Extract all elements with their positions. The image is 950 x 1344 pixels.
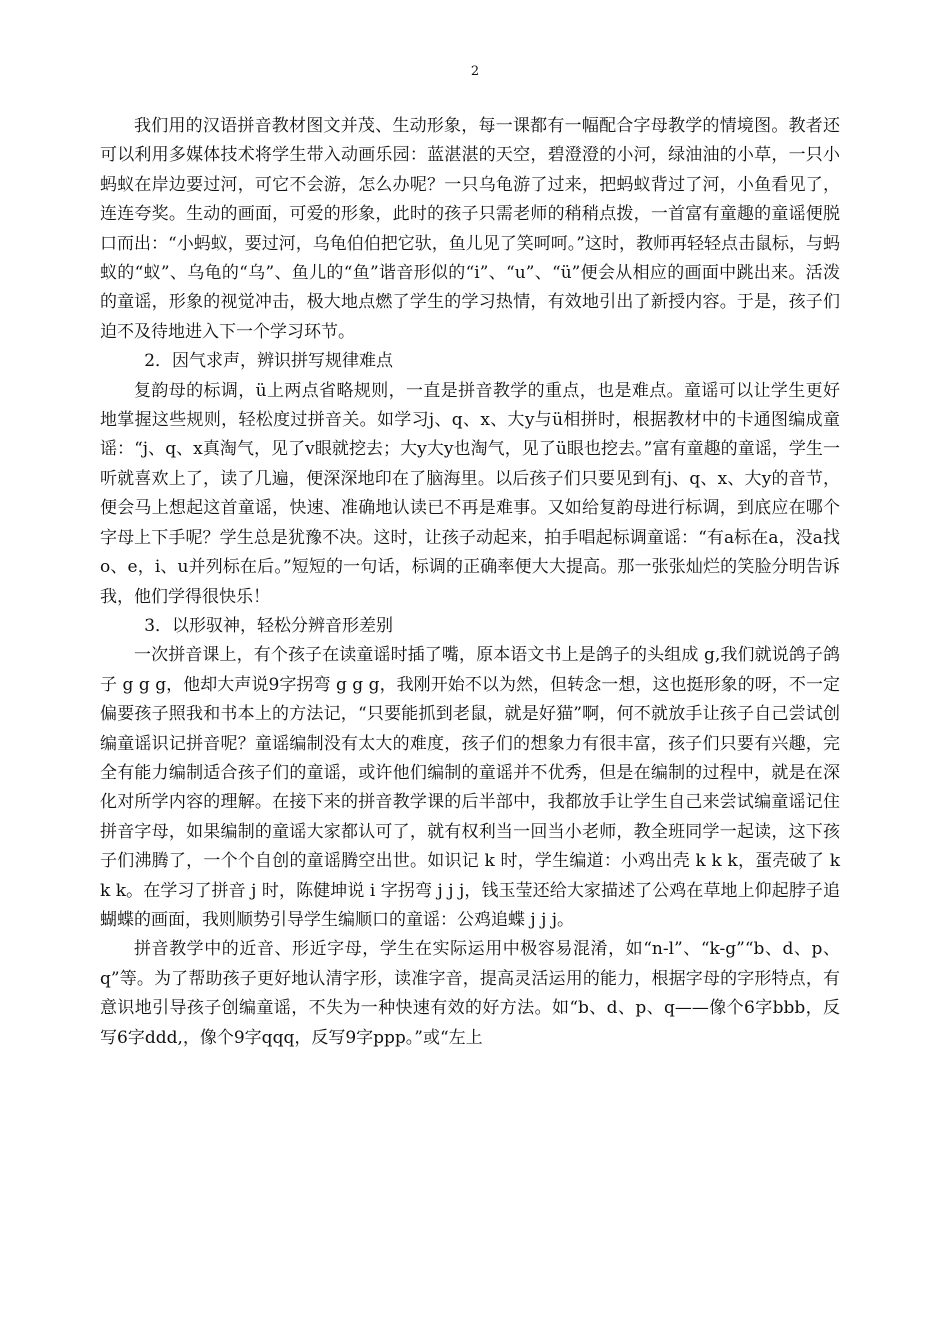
document-body xyxy=(100,112,840,1053)
paragraph-tone-rules: 复韵母的标调，ü上两点省略规则，一直是拼音教学的重点，也是难点。童谣可以让学生更好地掌握这些规则，轻松度过拼音关。如学习j、q、x、大y与ü相拼时，根据教材中的卡通图编成童谣：“j、q、x真淘气，见了v眼就挖去；大y大y也淘气，见了ü眼也挖去。”富有童趣的童谣，学生一听就喜欢上了，读了几遍，便深深地印在了脑海里。以后孩子们只要见到有j、q、x、大y的音节，便会马上想起这首童谣，快速、准确地认读已不再是难事。又如给复韵母进行标调，到底应在哪个字母上下手呢？学生总是犹豫不决。这时，让孩子动起来，拍手唱起标调童谣：“有a标在a，没a找o、e，i、u并列标在后。”短短的一句话，标调的正确率便大大提高。那一张张灿烂的笑脸分明告诉我，他们学得很快乐！ xyxy=(100,380,840,607)
paragraph-similar-letters: 拼音教学中的近音、形近字母，学生在实际运用中极容易混淆，如“n-l”、“k-g”“b、d、p、q”等。为了帮助孩子更好地认清字形，读准字音，提高灵活运用的能力，根据字母的字形特点，有意识地引导孩子创编童谣，不失为一种快速有效的好方法。如“b、d、p、q——像个6字bbb，反写6字ddd,，像个9字qqq，反写9字ppp。”或“左上 xyxy=(100,939,840,1048)
section-heading-3: 3．以形驭神，轻松分辨音形差别 xyxy=(144,615,394,636)
page-number: 2 xyxy=(470,64,480,79)
paragraph-student-rhymes: 一次拼音课上，有个孩子在读童谣时插了嘴，原本语文书上是鸽子的头组成 g,我们就说鸽子鸽子 g g g，他却大声说9字拐弯 g g g，我刚开始不以为然，但转念一想，这也挺形象的呀，不一定偏要孩子照我和书本上的方法记，“只要能抓到老鼠，就是好猫”啊，何不就放手让孩子自己尝试创编童谣识记拼音呢？童谣编制没有太大的难度，孩子们的想象力有很丰富，孩子们只要有兴趣，完全有能力编制适合孩子们的童谣，或许他们编制的童谣并不优秀，但是在编制的过程中，就是在深化对所学内容的理解。在接下来的拼音教学课的后半部中，我都放手让学生自己来尝试编童谣记住拼音字母，如果编制的童谣大家都认可了，就有权利当一回当小老师，教全班同学一起读，这下孩子们沸腾了，一个个自创的童谣腾空出世。如识记 k 时，学生编道：小鸡出壳 k k k，蛋壳破了 k k k。在学习了拼音 j 时，陈健坤说 i 字拐弯 j j j，钱玉莹还给大家描述了公鸡在草地上仰起脖子追蝴蝶的画面，我则顺势引导学生编顺口的童谣：公鸡追蝶 j j j。 xyxy=(100,645,840,930)
paragraph-intro: 我们用的汉语拼音教材图文并茂、生动形象，每一课都有一幅配合字母教学的情境图。教者还可以利用多媒体技术将学生带入动画乐园：蓝湛湛的天空，碧澄澄的小河，绿油油的小草，一只小蚂蚁在岸边要过河，可它不会游，怎么办呢？一只乌龟游了过来，把蚂蚁背过了河，小鱼看见了，连连夸奖。生动的画面，可爱的形象，此时的孩子只需老师的稍稍点拨，一首富有童趣的童谣便脱口而出：“小蚂蚁，要过河，乌龟伯伯把它驮，鱼儿见了笑呵呵。”这时，教师再轻轻点击鼠标，与蚂蚁的“蚁”、乌龟的“乌”、鱼儿的“鱼”谐音形似的“i”、“u”、“ü”便会从相应的画面中跳出来。活泼的童谣，形象的视觉冲击，极大地点燃了学生的学习热情，有效地引出了新授内容。于是，孩子们迫不及待地进入下一个学习环节。 xyxy=(100,116,840,342)
section-heading-2: 2．因气求声，辨识拼写规律难点 xyxy=(144,351,394,372)
